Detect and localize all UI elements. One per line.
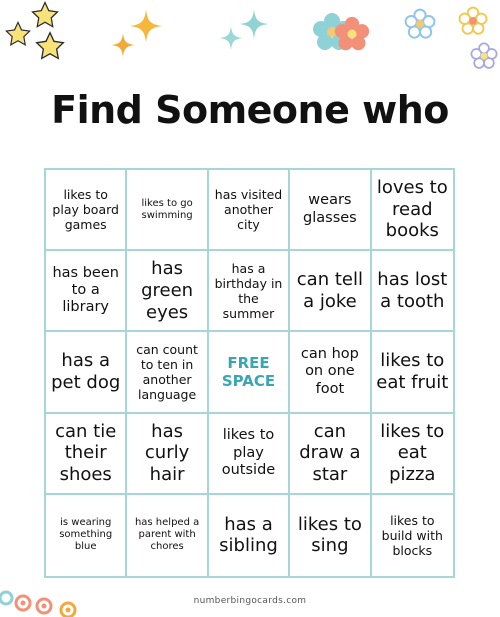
bingo-cell[interactable]: has green eyes (127, 251, 208, 332)
bingo-cell[interactable]: has been to a library (46, 251, 127, 332)
bingo-cell[interactable]: can count to ten in another language (127, 332, 208, 413)
bingo-cell[interactable]: likes to go swimming (127, 170, 208, 251)
bingo-cell[interactable]: can draw a star (290, 414, 371, 495)
bingo-cell[interactable]: likes to play outside (209, 414, 290, 495)
bingo-cell[interactable]: has a sibling (209, 495, 290, 576)
bingo-cell[interactable]: can tell a joke (290, 251, 371, 332)
bingo-cell[interactable]: can hop on one foot (290, 332, 371, 413)
flower-icon (334, 16, 370, 52)
sparkle-icon (238, 6, 270, 42)
bingo-cell[interactable]: can tie their shoes (46, 414, 127, 495)
page-title: Find Someone who (51, 88, 449, 132)
bingo-cell[interactable]: has helped a parent with chores (127, 495, 208, 576)
star-icon (34, 30, 66, 62)
bingo-cell[interactable]: has a pet dog (46, 332, 127, 413)
bingo-cell[interactable]: has lost a tooth (372, 251, 453, 332)
bingo-cell[interactable]: has a birthday in the summer (209, 251, 290, 332)
bingo-cell[interactable]: loves to read books (372, 170, 453, 251)
flower-icon (404, 8, 436, 40)
flower-icon (470, 42, 498, 70)
flower-icon (458, 6, 488, 36)
bingo-cell[interactable]: has visited another city (209, 170, 290, 251)
star-icon (30, 0, 60, 30)
sparkle-icon (128, 6, 164, 46)
bingo-cell[interactable]: likes to eat pizza (372, 414, 453, 495)
bingo-cell[interactable]: likes to build with blocks (381, 512, 443, 558)
bingo-cell[interactable]: likes to sing (290, 495, 371, 576)
free-space-cell[interactable]: FREE SPACE (209, 332, 290, 413)
footer-site-label: numberbingocards.com (193, 596, 307, 606)
star-icon (4, 20, 32, 48)
bingo-cell[interactable]: has curly hair (127, 414, 208, 495)
bingo-cell[interactable]: likes to play board games (46, 170, 127, 251)
bingo-cell[interactable]: is wearing something blue (46, 495, 127, 576)
bingo-cell[interactable]: wears glasses (290, 170, 371, 251)
bingo-cell[interactable]: likes to eat fruit (372, 332, 453, 413)
bingo-grid (44, 168, 455, 578)
